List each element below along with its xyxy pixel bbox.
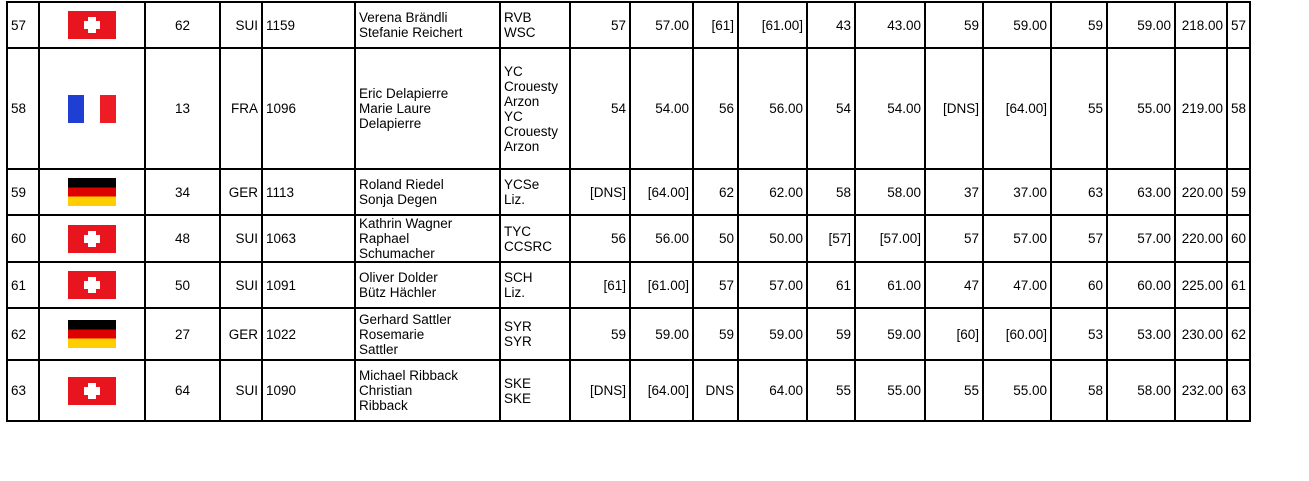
race-4-result-cell: 37 <box>925 169 983 215</box>
club-name: RVB <box>504 10 532 25</box>
race-4-points-cell: 47.00 <box>983 262 1051 308</box>
race-3-result-cell: 58 <box>807 169 855 215</box>
crew-names-cell <box>355 262 500 308</box>
total-points-cell: 220.00 <box>1175 169 1227 215</box>
race-5-result-cell: 63 <box>1051 169 1107 215</box>
table-row <box>7 262 1250 308</box>
final-rank-cell: 57 <box>1227 2 1250 48</box>
crew-name: Marie Laure <box>359 101 432 116</box>
final-rank-cell: 62 <box>1227 308 1250 360</box>
club-name: Arzon <box>504 138 540 154</box>
race-4-result-cell: 55 <box>925 360 983 421</box>
race-2-result-cell: 50 <box>693 215 738 262</box>
clubs-cell <box>500 215 570 262</box>
race-2-points-cell: 59.00 <box>738 308 807 360</box>
sail-number-cell: 1090 <box>262 360 355 421</box>
race-2-result-cell: 59 <box>693 308 738 360</box>
flag-ger-icon <box>68 178 116 206</box>
race-5-points-cell: 60.00 <box>1107 262 1175 308</box>
race-5-result-cell: 55 <box>1051 48 1107 169</box>
race-2-points-cell: 56.00 <box>738 48 807 169</box>
rank-cell: 60 <box>7 215 39 262</box>
crew-name: Bütz Hächler <box>359 285 437 300</box>
clubs-cell <box>500 169 570 215</box>
total-points-cell: 230.00 <box>1175 308 1227 360</box>
race-3-result-cell: 54 <box>807 48 855 169</box>
table-row <box>7 308 1250 360</box>
race-2-points-cell: 62.00 <box>738 169 807 215</box>
club-name: SYR <box>504 334 532 349</box>
flag-cell <box>39 360 145 421</box>
race-5-points-cell: 59.00 <box>1107 2 1175 48</box>
race-3-points-cell: 59.00 <box>855 308 925 360</box>
crew-name: Stefanie Reichert <box>359 25 463 40</box>
club-name: YC <box>504 63 523 79</box>
crew-name: Oliver Dolder <box>359 270 438 285</box>
crew-name: Rosemarie <box>359 326 425 342</box>
club-name: WSC <box>504 25 536 40</box>
total-points-cell: 219.00 <box>1175 48 1227 169</box>
crew-name: Gerhard Sattler <box>359 311 452 327</box>
race-3-points-cell: 58.00 <box>855 169 925 215</box>
bow-number-cell: 48 <box>145 215 220 262</box>
club-name: YCSe <box>504 177 540 192</box>
race-5-result-cell: 57 <box>1051 215 1107 262</box>
sail-number-cell: 1091 <box>262 262 355 308</box>
race-4-result-cell: 57 <box>925 215 983 262</box>
race-1-points-cell: 59.00 <box>630 308 693 360</box>
rank-cell: 58 <box>7 48 39 169</box>
bow-number-cell: 13 <box>145 48 220 169</box>
rank-cell: 57 <box>7 2 39 48</box>
clubs-cell <box>500 48 570 169</box>
race-4-result-cell: [DNS] <box>925 48 983 169</box>
race-1-points-cell: 56.00 <box>630 215 693 262</box>
bow-number-cell: 27 <box>145 308 220 360</box>
final-rank-cell: 63 <box>1227 360 1250 421</box>
race-3-result-cell: 43 <box>807 2 855 48</box>
race-5-points-cell: 53.00 <box>1107 308 1175 360</box>
results-table <box>6 1 1251 422</box>
club-name: CCSRC <box>504 238 553 254</box>
club-name: TYC <box>504 223 531 239</box>
sail-number-cell: 1113 <box>262 169 355 215</box>
nation-cell: FRA <box>220 48 262 169</box>
race-4-result-cell: 47 <box>925 262 983 308</box>
race-1-result-cell: 54 <box>570 48 630 169</box>
crew-names-cell <box>355 48 500 169</box>
table-row <box>7 48 1250 169</box>
flag-sui-icon <box>68 271 116 299</box>
crew-name: Sonja Degen <box>359 192 438 207</box>
club-name: SKE <box>504 375 532 391</box>
club-name: YC <box>504 108 523 124</box>
crew-names-cell <box>355 169 500 215</box>
race-3-result-cell: 55 <box>807 360 855 421</box>
club-name: SKE <box>504 390 532 406</box>
race-2-points-cell: 64.00 <box>738 360 807 421</box>
flag-ger-icon <box>68 320 116 348</box>
table-row <box>7 360 1250 421</box>
race-1-points-cell: [61.00] <box>630 262 693 308</box>
crew-names-cell <box>355 2 500 48</box>
flag-sui-icon <box>68 11 116 39</box>
race-5-points-cell: 58.00 <box>1107 360 1175 421</box>
race-2-points-cell: 50.00 <box>738 215 807 262</box>
race-2-result-cell: [61] <box>693 2 738 48</box>
flag-cell <box>39 262 145 308</box>
crew-name: Sattler <box>359 341 399 357</box>
race-1-result-cell: 57 <box>570 2 630 48</box>
clubs-cell <box>500 2 570 48</box>
nation-cell: GER <box>220 308 262 360</box>
race-3-points-cell: 61.00 <box>855 262 925 308</box>
nation-cell: SUI <box>220 360 262 421</box>
crew-name: Delapierre <box>359 116 422 131</box>
flag-cell <box>39 48 145 169</box>
race-4-points-cell: 37.00 <box>983 169 1051 215</box>
flag-cell <box>39 2 145 48</box>
crew-name: Schumacher <box>359 246 435 261</box>
flag-sui-icon <box>68 225 116 253</box>
results-body <box>7 2 1250 421</box>
race-1-points-cell: [64.00] <box>630 360 693 421</box>
crew-name: Roland Riedel <box>359 177 444 192</box>
table-row <box>7 169 1250 215</box>
nation-cell: SUI <box>220 215 262 262</box>
race-3-points-cell: 43.00 <box>855 2 925 48</box>
race-4-result-cell: [60] <box>925 308 983 360</box>
race-2-result-cell: 62 <box>693 169 738 215</box>
race-4-result-cell: 59 <box>925 2 983 48</box>
rank-cell: 63 <box>7 360 39 421</box>
race-1-result-cell: [DNS] <box>570 169 630 215</box>
club-name: Crouesty <box>504 123 559 139</box>
crew-name: Kathrin Wagner <box>359 216 453 231</box>
race-1-points-cell: 54.00 <box>630 48 693 169</box>
race-5-result-cell: 58 <box>1051 360 1107 421</box>
total-points-cell: 232.00 <box>1175 360 1227 421</box>
race-1-points-cell: 57.00 <box>630 2 693 48</box>
race-3-result-cell: 61 <box>807 262 855 308</box>
table-row <box>7 2 1250 48</box>
total-points-cell: 220.00 <box>1175 215 1227 262</box>
race-2-points-cell: 57.00 <box>738 262 807 308</box>
final-rank-cell: 61 <box>1227 262 1250 308</box>
race-3-points-cell: [57.00] <box>855 215 925 262</box>
race-4-points-cell: 57.00 <box>983 215 1051 262</box>
rank-cell: 59 <box>7 169 39 215</box>
sail-number-cell: 1159 <box>262 2 355 48</box>
race-4-points-cell: [64.00] <box>983 48 1051 169</box>
race-4-points-cell: 59.00 <box>983 2 1051 48</box>
flag-cell <box>39 169 145 215</box>
bow-number-cell: 34 <box>145 169 220 215</box>
club-name: SYR <box>504 319 532 334</box>
sail-number-cell: 1022 <box>262 308 355 360</box>
race-2-result-cell: DNS <box>693 360 738 421</box>
clubs-cell <box>500 262 570 308</box>
bow-number-cell: 62 <box>145 2 220 48</box>
race-3-result-cell: 59 <box>807 308 855 360</box>
rank-cell: 62 <box>7 308 39 360</box>
race-1-result-cell: 56 <box>570 215 630 262</box>
final-rank-cell: 59 <box>1227 169 1250 215</box>
club-name: SCH <box>504 270 533 285</box>
club-name: Arzon <box>504 93 540 109</box>
total-points-cell: 218.00 <box>1175 2 1227 48</box>
race-1-result-cell: [DNS] <box>570 360 630 421</box>
nation-cell: SUI <box>220 2 262 48</box>
bow-number-cell: 64 <box>145 360 220 421</box>
bow-number-cell: 50 <box>145 262 220 308</box>
total-points-cell: 225.00 <box>1175 262 1227 308</box>
race-2-result-cell: 56 <box>693 48 738 169</box>
crew-name: Verena Brändli <box>359 10 448 25</box>
flag-cell <box>39 215 145 262</box>
crew-name: Michael Ribback <box>359 368 459 383</box>
rank-cell: 61 <box>7 262 39 308</box>
flag-sui-icon <box>68 377 116 405</box>
final-rank-cell: 58 <box>1227 48 1250 169</box>
race-3-result-cell: [57] <box>807 215 855 262</box>
race-5-result-cell: 53 <box>1051 308 1107 360</box>
race-5-result-cell: 59 <box>1051 2 1107 48</box>
race-1-result-cell: [61] <box>570 262 630 308</box>
crew-name: Raphael <box>359 231 410 246</box>
race-1-points-cell: [64.00] <box>630 169 693 215</box>
sail-number-cell: 1063 <box>262 215 355 262</box>
race-4-points-cell: [60.00] <box>983 308 1051 360</box>
race-3-points-cell: 54.00 <box>855 48 925 169</box>
table-row <box>7 215 1250 262</box>
flag-cell <box>39 308 145 360</box>
crew-name: Ribback <box>359 398 408 413</box>
nation-cell: GER <box>220 169 262 215</box>
sail-number-cell: 1096 <box>262 48 355 169</box>
club-name: Crouesty <box>504 78 559 94</box>
club-name: Liz. <box>504 192 526 207</box>
race-5-points-cell: 55.00 <box>1107 48 1175 169</box>
final-rank-cell: 60 <box>1227 215 1250 262</box>
race-5-points-cell: 57.00 <box>1107 215 1175 262</box>
clubs-cell <box>500 308 570 360</box>
race-4-points-cell: 55.00 <box>983 360 1051 421</box>
crew-names-cell <box>355 360 500 421</box>
race-3-points-cell: 55.00 <box>855 360 925 421</box>
race-2-result-cell: 57 <box>693 262 738 308</box>
clubs-cell <box>500 360 570 421</box>
crew-name: Eric Delapierre <box>359 86 449 101</box>
race-5-result-cell: 60 <box>1051 262 1107 308</box>
race-5-points-cell: 63.00 <box>1107 169 1175 215</box>
race-1-result-cell: 59 <box>570 308 630 360</box>
flag-fra-icon <box>68 95 116 123</box>
club-name: Liz. <box>504 285 526 300</box>
crew-name: Christian <box>359 383 413 398</box>
crew-names-cell <box>355 215 500 262</box>
race-2-points-cell: [61.00] <box>738 2 807 48</box>
nation-cell: SUI <box>220 262 262 308</box>
crew-names-cell <box>355 308 500 360</box>
